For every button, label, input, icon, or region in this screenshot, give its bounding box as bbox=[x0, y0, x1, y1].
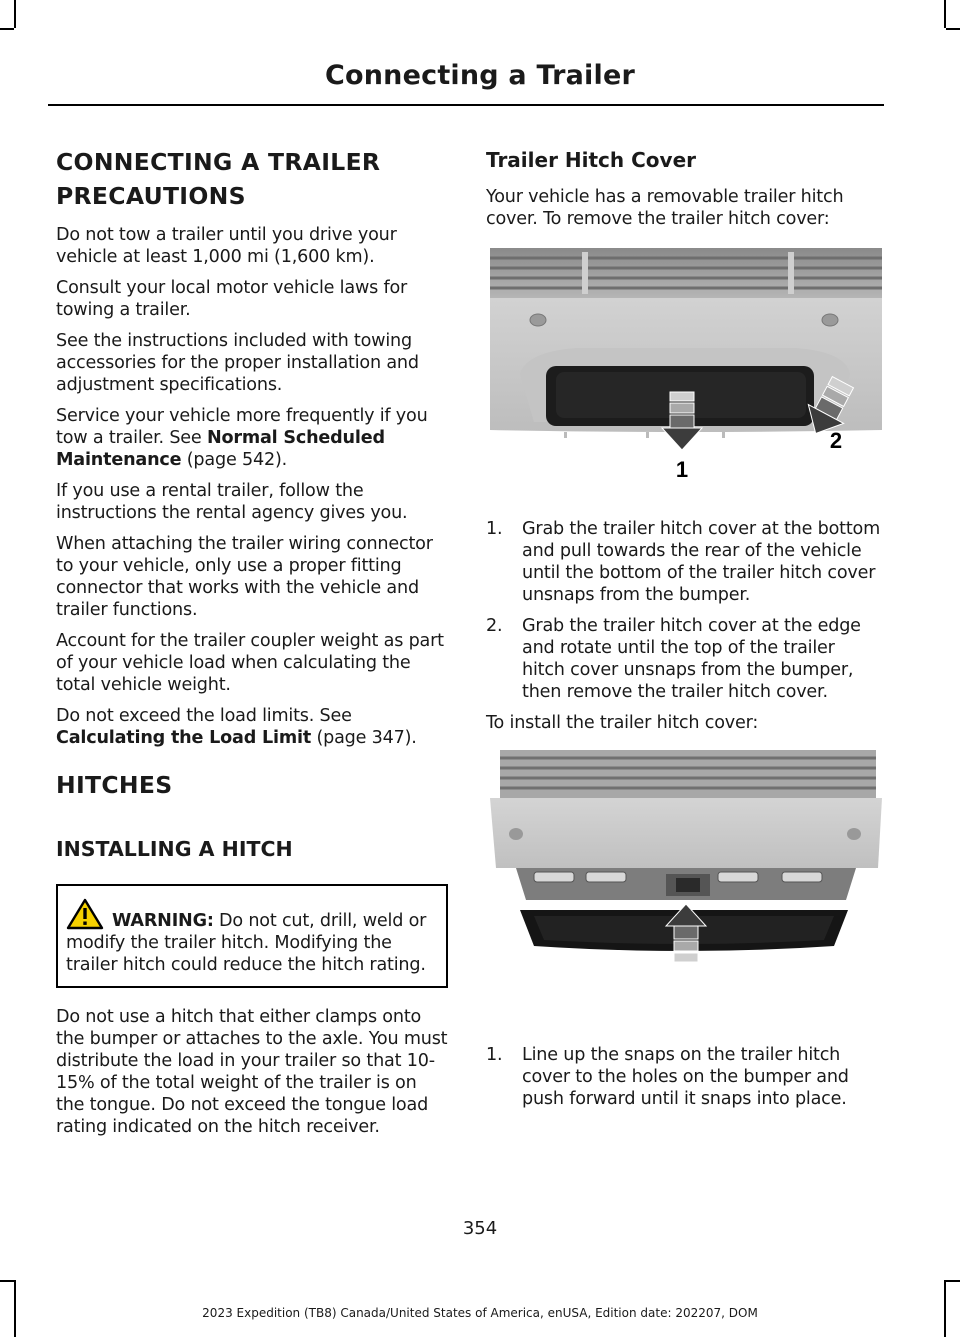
right-column bbox=[486, 146, 882, 1119]
page-header-title: Connecting a Trailer bbox=[325, 60, 635, 91]
header-divider bbox=[48, 104, 884, 106]
heading-line: CONNECTING A TRAILER bbox=[56, 148, 381, 176]
paragraph: Do not use a hitch that either clamps onto the bumper or attaches to the axle. You must distribute the load in your trailer so that 10-15% of the total weight of the trailer is on the tongue. Do not exceed the tongue load rating indicated on the hitch receiver. bbox=[56, 1007, 448, 1137]
crop-mark bbox=[0, 28, 14, 30]
list-item: 1. Grab the trailer hitch cover at the bottom and pull towards the rear of the vehicle until the bottom of the trailer hitch cover unsnaps from the bumper. bbox=[486, 519, 881, 605]
subsection-heading-hitch-cover: Trailer Hitch Cover bbox=[486, 148, 696, 172]
warning-text: Do not cut, drill, weld or modify the trailer hitch. Modifying the trailer hitch could reduce the hitch rating. bbox=[66, 911, 427, 975]
heading-line: PRECAUTIONS bbox=[56, 182, 246, 210]
list-item: 1. Line up the snaps on the trailer hitch cover to the holes on the bumper and push forward until it snaps into place. bbox=[486, 1045, 849, 1109]
crop-mark bbox=[14, 0, 16, 28]
callout-1: 1 bbox=[675, 457, 689, 482]
paragraph: Consult your local motor vehicle laws for towing a trailer. bbox=[56, 278, 408, 320]
subsection-heading-installing-hitch: INSTALLING A HITCH bbox=[56, 837, 293, 861]
remove-steps-list bbox=[486, 518, 882, 703]
paragraph: Do not exceed the load limits. See Calculating the Load Limit (page 347). bbox=[56, 706, 417, 748]
paragraph: If you use a rental trailer, follow the instructions the rental agency gives you. bbox=[56, 481, 408, 523]
warning-label: WARNING: bbox=[112, 911, 214, 931]
section-heading-hitches: HITCHES bbox=[56, 771, 173, 799]
link-calculating-load-limit[interactable]: Calculating the Load Limit bbox=[56, 728, 312, 748]
paragraph: When attaching the trailer wiring connector to your vehicle, only use a proper fitting connector that works with the vehicle and trailer functions. bbox=[56, 534, 433, 620]
hitch-cover-install-illustration bbox=[486, 750, 882, 994]
paragraph: Your vehicle has a removable trailer hitch cover. To remove the trailer hitch cover: bbox=[486, 187, 844, 229]
warning-triangle-icon bbox=[66, 898, 104, 930]
callout-2: 2 bbox=[829, 428, 843, 453]
crop-mark bbox=[946, 1280, 960, 1282]
install-steps-list bbox=[486, 1044, 882, 1110]
crop-mark bbox=[944, 0, 946, 28]
link-normal-scheduled-maintenance[interactable]: Normal Scheduled Maintenance bbox=[56, 428, 385, 470]
warning-box bbox=[56, 884, 448, 988]
crop-mark bbox=[0, 1280, 14, 1282]
section-heading-precautions bbox=[56, 146, 448, 212]
paragraph: See the instructions included with towing accessories for the proper installation and adjustment specifications. bbox=[56, 331, 419, 395]
bumper-install-drawing bbox=[486, 750, 882, 994]
left-column bbox=[56, 146, 448, 1147]
page-number: 354 bbox=[462, 1218, 498, 1239]
paragraph: Service your vehicle more frequently if you tow a trailer. See Normal Scheduled Maintenance (page 542). bbox=[56, 406, 428, 470]
crop-mark bbox=[946, 28, 960, 30]
hitch-cover-removal-illustration bbox=[486, 244, 882, 488]
paragraph: Do not tow a trailer until you drive your vehicle at least 1,000 mi (1,600 km). bbox=[56, 225, 397, 267]
list-item: 2. Grab the trailer hitch cover at the edge and rotate until the top of the trailer hitch cover unsnaps from the bumper, then remove the trailer hitch cover. bbox=[486, 616, 861, 702]
bumper-removal-drawing bbox=[486, 244, 882, 488]
paragraph: To install the trailer hitch cover: bbox=[486, 713, 759, 733]
paragraph: Account for the trailer coupler weight as part of your vehicle load when calculating the total vehicle weight. bbox=[56, 631, 444, 695]
page-footer: 2023 Expedition (TB8) Canada/United States of America, enUSA, Edition date: 202207, DOM bbox=[202, 1306, 758, 1320]
